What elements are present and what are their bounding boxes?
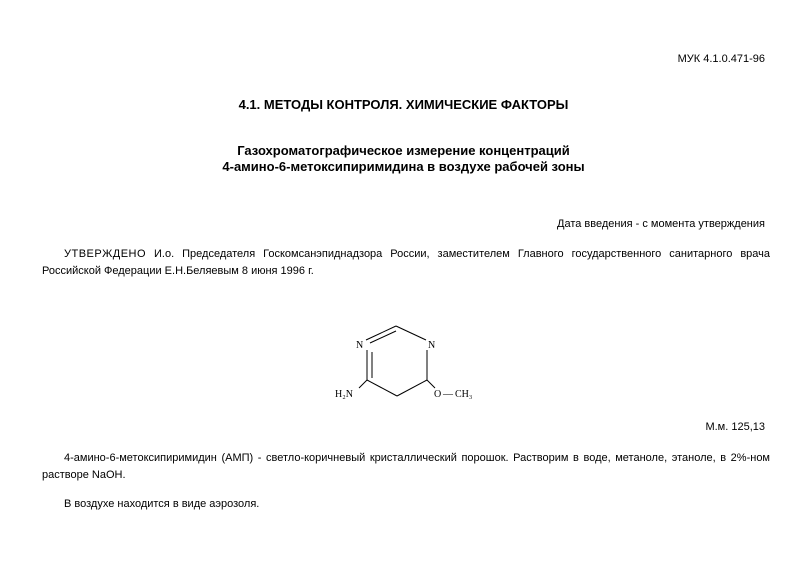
structural-formula	[330, 318, 480, 408]
bond-bottom-left	[367, 380, 397, 396]
bond-amine	[359, 380, 367, 388]
document-title-line-1: Газохроматографическое измерение концентраций	[237, 143, 570, 158]
methyl-label: CH₃	[455, 389, 473, 400]
approval-text: И.о. Председателя Госкомсанэпиднадзора России, заместителем Главного государственного санитарного врача Российской Федерации Е.Н.Беляевым 8 июня 1996 г.	[42, 248, 770, 277]
document-title	[0, 143, 807, 175]
approval-paragraph	[42, 246, 770, 280]
bond-top-left-double	[370, 331, 396, 343]
methoxy-dash-label: —	[443, 389, 453, 400]
molar-mass: М.м. 125,13	[705, 421, 765, 433]
nitrogen-left-label: N	[356, 340, 364, 351]
bond-top-right	[396, 326, 426, 340]
approval-lead: УТВЕРЖДЕНО	[64, 248, 147, 260]
methoxy-oxygen-label: O	[434, 389, 442, 400]
section-title: 4.1. МЕТОДЫ КОНТРОЛЯ. ХИМИЧЕСКИЕ ФАКТОРЫ	[238, 97, 569, 112]
aerosol-note: В воздухе находится в виде аэрозоля.	[64, 498, 260, 510]
introduction-date: Дата введения - с момента утверждения	[557, 218, 765, 230]
substance-description: 4-амино-6-метоксипиримидин (АМП) - светло-коричневый кристаллический порошок. Растворим в воде, метаноле, этаноле, в 2%-ном растворе NaOH.	[42, 452, 770, 481]
amine-label: H₂N	[335, 389, 353, 400]
document-title-line-2: 4-амино-6-метоксипиримидина в воздухе рабочей зоны	[222, 159, 585, 174]
document-code: МУК 4.1.0.471-96	[677, 53, 765, 65]
pyrimidine-ring-bonds	[359, 326, 435, 396]
bond-methoxy	[427, 380, 435, 388]
bond-bottom-right	[397, 380, 427, 396]
nitrogen-right-label: N	[428, 340, 436, 351]
